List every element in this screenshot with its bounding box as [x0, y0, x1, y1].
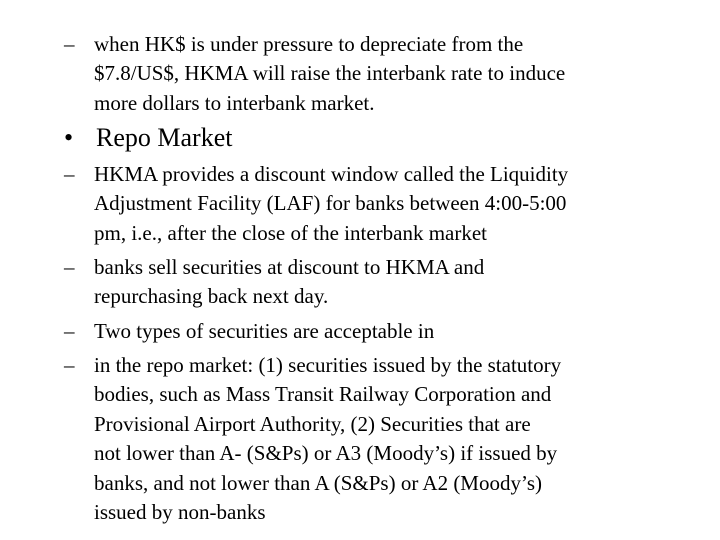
dash-marker: – [64, 255, 75, 279]
text-line: Provisional Airport Authority, (2) Securities that are [94, 411, 531, 436]
list-item-text [94, 317, 684, 346]
text-line: Two types of securities are acceptable in [94, 319, 435, 343]
text-line: banks sell securities at discount to HKMA and [94, 255, 485, 279]
text-line: repurchasing back next day. [94, 284, 329, 309]
text-line: more dollars to interbank market. [94, 90, 375, 115]
list-item-text [94, 351, 684, 527]
list-item-two-types [64, 317, 684, 346]
text-line: not lower than A- (S&Ps) or A3 (Moody’s) if issued by [94, 441, 558, 466]
list-item-text [94, 160, 684, 248]
dash-marker: – [64, 162, 75, 186]
bullet-marker: • [64, 123, 74, 152]
list-item-banks-sell [64, 253, 684, 312]
list-item-text [94, 253, 684, 312]
heading-repo-market [64, 122, 684, 154]
dash-marker: – [64, 353, 75, 377]
text-line: $7.8/US$, HKMA will raise the interbank rate to induce [94, 61, 566, 86]
dash-marker: – [64, 32, 75, 56]
list-item-text [94, 30, 684, 118]
text-line: in the repo market: (1) securities issued by the statutory [94, 353, 562, 377]
dash-marker: – [64, 319, 75, 343]
text-line: pm, i.e., after the close of the interbank market [94, 220, 488, 245]
text-line: Adjustment Facility (LAF) for banks between 4:00-5:00 [94, 191, 567, 216]
list-item-laf [64, 160, 684, 248]
text-line: HKMA provides a discount window called the Liquidity [94, 162, 569, 186]
list-item-hkd-depreciation [64, 30, 684, 118]
text-line: when HK$ is under pressure to depreciate from the [94, 32, 524, 56]
text-line: issued by non-banks [94, 500, 266, 525]
text-line: banks, and not lower than A (S&Ps) or A2 (Moody’s) [94, 470, 542, 495]
text-line: bodies, such as Mass Transit Railway Corporation and [94, 382, 552, 407]
list-item-repo-securities [64, 351, 684, 527]
heading-text: Repo Market [96, 123, 233, 152]
